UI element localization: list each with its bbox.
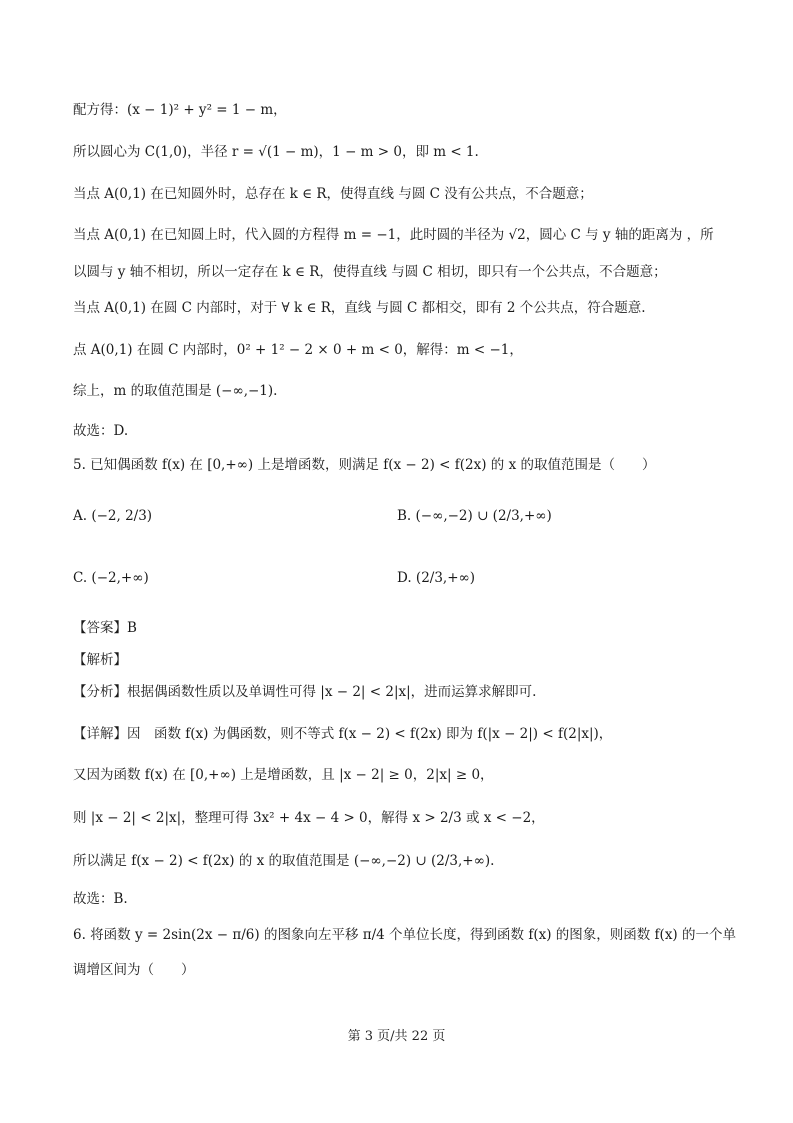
analysis-text: 【分析】根据偶函数性质以及单调性可得 |x − 2| < 2|x|，进而运算求解即可. [73,684,537,700]
page-footer: 第 3 页/共 22 页 [347,1029,446,1044]
text-line: 当点 A(0,1) 在已知圆上时，代入圆的方程得 m = −1，此时圆的半径为 √2，圆心 C 与 y 轴的距离为 ，所 [73,227,714,243]
question-5: 5. 已知偶函数 f(x) 在 [0,+∞) 上是增函数，则满足 f(x − 2) < f(2x) 的 x 的取值范围是（ ） [73,457,656,473]
option-d: D. (2/3,+∞) [397,570,476,586]
detail-text: 又因为函数 f(x) 在 [0,+∞) 上是增函数，且 |x − 2| ≥ 0，2|x| ≥ 0， [73,767,494,783]
text-line: 当点 A(0,1) 在圆 C 内部时，对于 ∀ k ∈ R，直线 与圆 C 都相交，即有 2 个公共点，符合题意. [73,300,646,316]
detail-text: 所以满足 f(x − 2) < f(2x) 的 x 的取值范围是 (−∞,−2) ∪ (2/3,+∞). [73,853,495,869]
text-line: 点 A(0,1) 在圆 C 内部时，0² + 1² − 2 × 0 + m < 0，解得：m < −1， [73,342,523,358]
text-line: 以圆与 y 轴不相切，所以一定存在 k ∈ R，使得直线 与圆 C 相切，即只有一个公共点，不合题意； [73,264,667,280]
text-line: 故选：B. [73,891,128,907]
analysis-heading: 【解析】 [73,652,127,668]
option-b: B. (−∞,−2) ∪ (2/3,+∞) [397,508,552,524]
option-c: C. (−2,+∞) [73,570,149,586]
detail-text: 则 |x − 2| < 2|x|，整理可得 3x² + 4x − 4 > 0，解得 x > 2/3 或 x < −2， [73,810,545,826]
text-line: 配方得：(x − 1)² + y² = 1 − m， [73,102,287,118]
detail-text: 【详解】因 函数 f(x) 为偶函数，则不等式 f(x − 2) < f(2x) 即为 f(|x − 2|) < f(2|x|)， [73,726,613,742]
answer-label: 【答案】B [73,620,137,636]
text-line: 综上，m 的取值范围是 (−∞,−1). [73,383,278,399]
question-6: 调增区间为（ ） [73,962,195,978]
question-6: 6. 将函数 y = 2sin(2x − π/6) 的图象向左平移 π/4 个单位长度，得到函数 f(x) 的图象，则函数 f(x) 的一个单 [73,927,736,943]
text-line: 故选：D. [73,423,129,439]
text-line: 所以圆心为 C(1,0)，半径 r = √(1 − m)，1 − m > 0，即 m < 1. [73,144,479,160]
text-line: 当点 A(0,1) 在已知圆外时，总存在 k ∈ R，使得直线 与圆 C 没有公共点，不合题意； [73,186,593,202]
option-a: A. (−2, 2/3) [73,508,153,524]
